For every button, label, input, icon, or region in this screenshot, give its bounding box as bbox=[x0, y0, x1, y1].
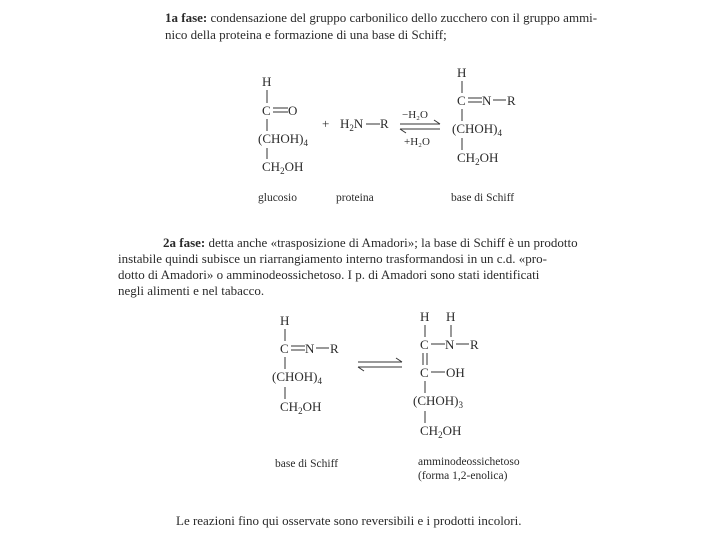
amadori-chain: $(CHOH)_3$ bbox=[413, 393, 463, 410]
amadori-h2: H bbox=[446, 309, 456, 324]
phase2-text-line2: instabile quindi subisce un riarrangiamento interno trasformandosi in un c.d. «pro- bbox=[118, 251, 547, 266]
glucose-chain: $(CHOH)_4$ bbox=[258, 131, 308, 148]
phase1-heading: 1a fase: bbox=[165, 10, 208, 25]
phase2-text-line4: negli alimenti e nel tabacco. bbox=[118, 283, 265, 298]
schiff1-terminal: $CH_2OH$ bbox=[457, 150, 499, 167]
glucose-h: H bbox=[262, 74, 272, 89]
phase2-text-line1: detta anche «trasposizione di Amadori»; la base di Schiff è un prodotto bbox=[208, 235, 578, 250]
glucose-terminal: $CH_2OH$ bbox=[262, 159, 304, 176]
amadori-h1: H bbox=[420, 309, 430, 324]
label-amadori: amminodeossichetoso bbox=[418, 456, 520, 468]
amadori-oh: OH bbox=[446, 365, 465, 380]
schiff2-c: C bbox=[280, 341, 289, 356]
amadori-n: N bbox=[445, 337, 455, 352]
label-glucose: glucosio bbox=[258, 192, 297, 204]
schiff1-c: C bbox=[457, 93, 466, 108]
phase2-heading: 2a fase: bbox=[163, 235, 206, 250]
glucose-carbonyl-c: C bbox=[262, 103, 271, 118]
schiff2-n: N bbox=[305, 341, 315, 356]
protein-amine: $H_2N$ bbox=[340, 116, 364, 133]
label-schiff-base-1: base di Schiff bbox=[451, 192, 515, 204]
arrow-label-minus-water: −H₂O bbox=[402, 109, 428, 121]
phase2-text-line3: dotto di Amadori» o amminodeossichetoso. I p. di Amadori sono stati identificati bbox=[118, 267, 540, 282]
amadori-c1: C bbox=[420, 337, 429, 352]
conclusion-text: Le reazioni fino qui osservate sono reversibili e i prodotti incolori. bbox=[176, 513, 522, 528]
label-amadori-form: (forma 1,2-enolica) bbox=[418, 470, 508, 482]
schiff2-r: R bbox=[330, 341, 339, 356]
schiff1-chain: $(CHOH)_4$ bbox=[452, 121, 502, 138]
schiff1-h: H bbox=[457, 65, 467, 80]
phase1-text-line1: condensazione del gruppo carbonilico dello zucchero con il gruppo ammi- bbox=[210, 10, 598, 25]
label-schiff-base-2: base di Schiff bbox=[275, 458, 339, 470]
schiff1-r: R bbox=[507, 93, 516, 108]
phase1-text-line2: nico della proteina e formazione di una base di Schiff; bbox=[165, 27, 447, 42]
schiff2-h: H bbox=[280, 313, 290, 328]
amadori-c2: C bbox=[420, 365, 429, 380]
plus-sign: + bbox=[322, 116, 330, 131]
arrow-label-plus-water: +H₂O bbox=[404, 136, 430, 148]
schiff2-chain: $(CHOH)_4$ bbox=[272, 369, 322, 386]
amadori-terminal: $CH_2OH$ bbox=[420, 423, 462, 440]
schiff2-terminal: $CH_2OH$ bbox=[280, 399, 322, 416]
protein-r: R bbox=[380, 116, 389, 131]
schiff1-n: N bbox=[482, 93, 492, 108]
glucose-carbonyl-o: O bbox=[288, 103, 298, 118]
amadori-r: R bbox=[470, 337, 479, 352]
label-protein: proteina bbox=[336, 192, 374, 204]
